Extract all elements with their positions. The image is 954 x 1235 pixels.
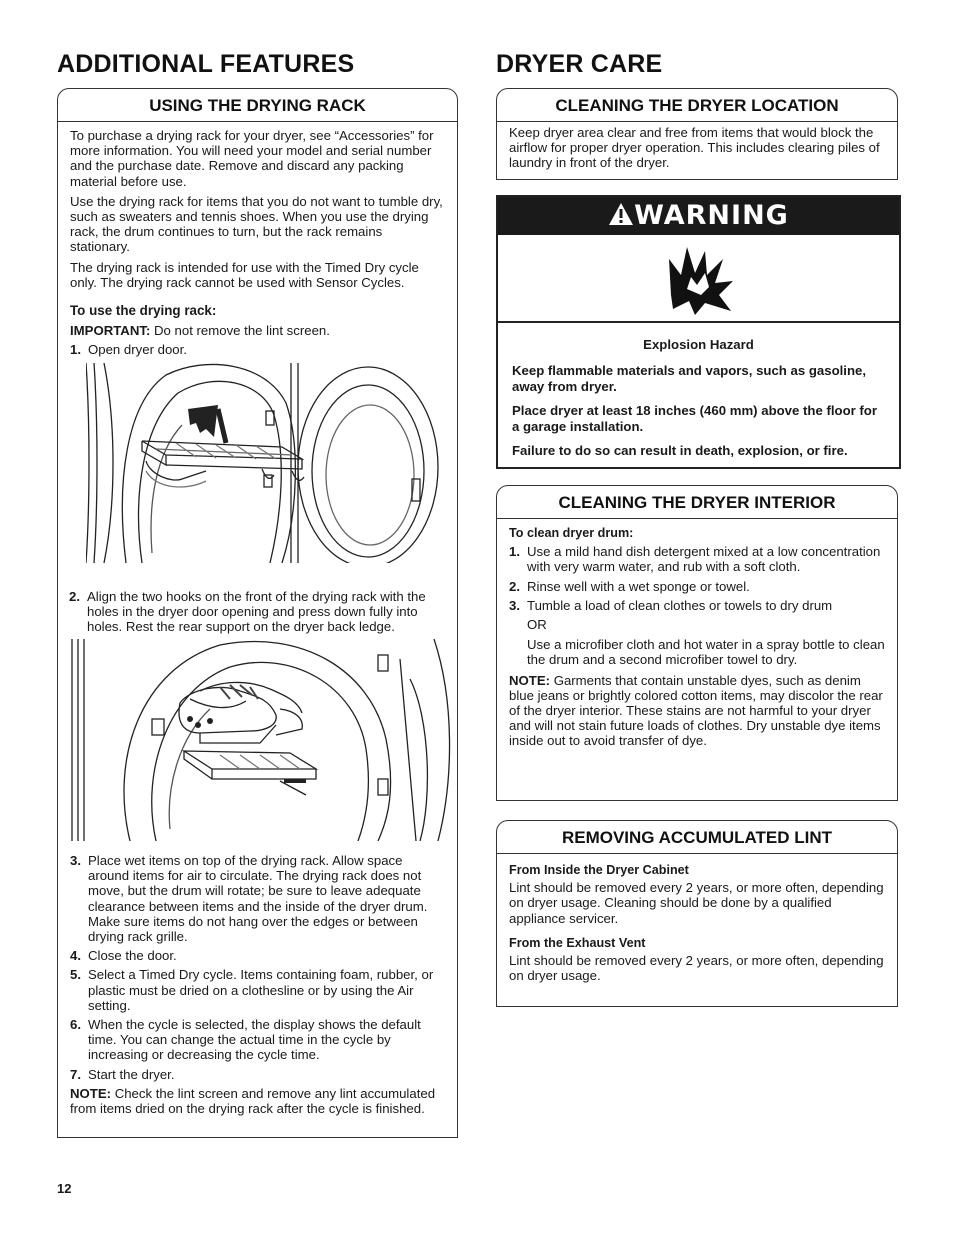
rack-paragraph-3: The drying rack is intended for use with the Timed Dry cycle only. The drying rack cannot be used with Sensor Cycles.	[70, 259, 419, 290]
removing-lint-section	[496, 828, 898, 1007]
rack-step-7: 7. Start the dryer.	[70, 1066, 175, 1082]
lint-text-cabinet: Lint should be removed every 2 years, or more often, depending on dryer usage. Cleaning should be done by a qualified appliance servicer.	[509, 880, 884, 926]
warning-line-1: Keep flammable materials and vapors, such as gasoline, away from dryer.	[512, 362, 867, 394]
rack-note: NOTE: Check the lint screen and remove any lint accumulated from items dried on the drying rack after the cycle is finished.	[70, 1085, 436, 1117]
warning-text	[498, 323, 899, 480]
warning-banner	[498, 197, 899, 235]
dryer-interior-section	[496, 493, 898, 801]
warning-line-3: Failure to do so can result in death, explosion, or fire.	[512, 442, 848, 458]
page-number: 12	[57, 1181, 72, 1196]
dryer-location-text: Keep dryer area clear and free from items that would block the airflow for proper dryer operation. This includes clearing piles of laundry in front of the dryer.	[509, 125, 880, 171]
additional-features-heading: ADDITIONAL FEATURES	[57, 50, 355, 78]
removing-lint-title: REMOVING ACCUMULATED LINT	[496, 820, 898, 854]
rack-step-2: 2. Align the two hooks on the front of the drying rack with the holes in the dryer door opening and press down fully into holes. Rest the rear support on the dryer back ledge.	[69, 589, 426, 635]
warning-line-2: Place dryer at least 18 inches (460 mm) above the floor for a garage installation.	[512, 402, 877, 434]
interior-step-3: 3. Tumble a load of clean clothes or towels to dry drum	[509, 597, 833, 613]
rack-steps-3-7-block	[58, 852, 456, 1129]
interior-or: OR	[527, 617, 547, 633]
interior-note: NOTE: Garments that contain unstable dyes, such as denim blue jeans or brightly colored cotton items, may discolor the rear of the dryer interior. These stains are not harmful to your dryer and will not stain future loads of clothes. Dry unstable dye items inside out to avoid transfer of dye.	[509, 672, 883, 749]
rack-subheading: To use the drying rack:	[70, 303, 217, 319]
illustration-open-door-rack	[86, 363, 442, 563]
rack-important: IMPORTANT: Do not remove the lint screen.	[70, 323, 330, 339]
rack-step-5: 5. Select a Timed Dry cycle. Items containing foam, rubber, or plastic must be dried on a clothesline or by using the Air setting.	[70, 967, 434, 1013]
rack-step-1: 1. Open dryer door.	[70, 342, 187, 358]
interior-alternative: Use a microfiber cloth and hot water in a spray bottle to clean the drum and a second microfiber towel to dry.	[527, 637, 885, 668]
interior-step-1: 1. Use a mild hand dish detergent mixed at a low concentration with very warm water, and rub with a soft cloth.	[509, 544, 881, 575]
explosion-icon	[498, 235, 899, 323]
rack-step-2-block	[57, 581, 457, 647]
lint-subheading-cabinet: From Inside the Dryer Cabinet	[509, 863, 689, 877]
dryer-location-title: CLEANING THE DRYER LOCATION	[496, 88, 898, 122]
rack-step-6: 6. When the cycle is selected, the display shows the default time. You can change the actual time in the cycle by increasing or decreasing the cycle time.	[70, 1017, 421, 1063]
dryer-location-section	[496, 96, 898, 180]
drying-rack-title: USING THE DRYING RACK	[57, 88, 458, 122]
warning-hazard: Explosion Hazard	[643, 337, 754, 352]
warning-box	[496, 195, 901, 469]
interior-subheading: To clean dryer drum:	[509, 526, 634, 540]
warning-triangle-icon	[608, 199, 634, 237]
rack-paragraph-1: To purchase a drying rack for your dryer, see “Accessories” for more information. You will need your model and serial number and the purchase date. Remove and discard any packing material before use.	[70, 128, 434, 189]
warning-label: WARNING	[634, 200, 789, 231]
dryer-care-heading: DRYER CARE	[496, 50, 663, 78]
rack-step-4: 4. Close the door.	[70, 948, 177, 964]
dryer-interior-title: CLEANING THE DRYER INTERIOR	[496, 485, 898, 519]
illustration-shoes-on-rack	[70, 639, 454, 841]
rack-paragraph-2: Use the drying rack for items that you do not want to tumble dry, such as sweaters and tennis shoes. When you use the drying rack, the drum continues to turn, but the rack remains stationary.	[70, 193, 443, 255]
lint-text-vent: Lint should be removed every 2 years, or more often, depending on dryer usage.	[509, 953, 884, 984]
interior-step-2: 2. Rinse well with a wet sponge or towel.	[509, 578, 750, 594]
lint-subheading-vent: From the Exhaust Vent	[509, 935, 646, 950]
rack-step-3: 3. Place wet items on top of the drying rack. Allow space around items for air to circulate. The drying rack does not move, but the drum will rotate; be sure to leave adequate clearance between items and the inside of the dryer drum. Make sure items do not hang over the edges or between drying rack grille.	[70, 853, 428, 945]
